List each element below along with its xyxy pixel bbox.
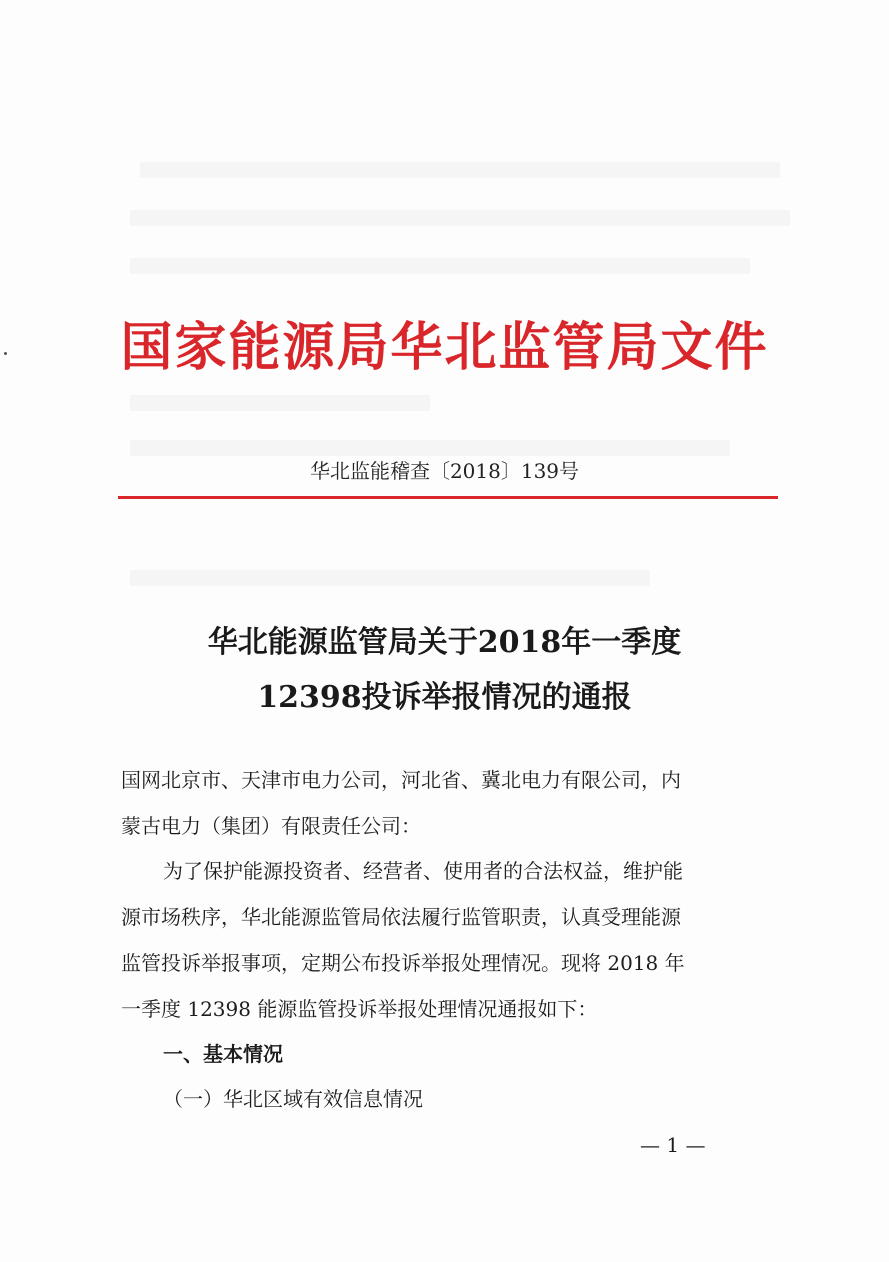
scan-show-through — [130, 258, 750, 274]
paragraph-line: 监管投诉举报事项，定期公布投诉举报处理情况。现将 2018 年 — [121, 951, 685, 975]
section-heading: 一、基本情况 — [163, 1042, 283, 1066]
red-separator-line — [118, 496, 778, 499]
document-title-line-1: 华北能源监管局关于2018年一季度 — [207, 625, 682, 660]
scan-show-through — [130, 210, 790, 226]
paragraph-line: 源市场秩序，华北能源监管局依法履行监管职责，认真受理能源 — [121, 905, 681, 929]
paragraph-line: 为了保护能源投资者、经营者、使用者的合法权益，维护能 — [163, 859, 683, 883]
scan-show-through — [140, 162, 780, 178]
addressee-line-2: 蒙古电力（集团）有限责任公司： — [121, 814, 421, 838]
scan-show-through — [130, 395, 430, 411]
paragraph-line: 一季度 12398 能源监管投诉举报处理情况通报如下： — [121, 997, 598, 1021]
page-number: — 1 — — [640, 1133, 706, 1157]
subsection-heading: （一）华北区域有效信息情况 — [163, 1087, 423, 1111]
scan-show-through — [130, 440, 730, 456]
document-number: 华北监能稽查〔2018〕139号 — [309, 459, 580, 483]
scan-show-through — [130, 570, 650, 586]
addressee-line-1: 国网北京市、天津市电力公司，河北省、冀北电力有限公司，内 — [121, 768, 681, 792]
document-title-line-2: 12398投诉举报情况的通报 — [257, 680, 632, 715]
agency-header-title: 国家能源局华北监管局文件 — [120, 318, 769, 378]
